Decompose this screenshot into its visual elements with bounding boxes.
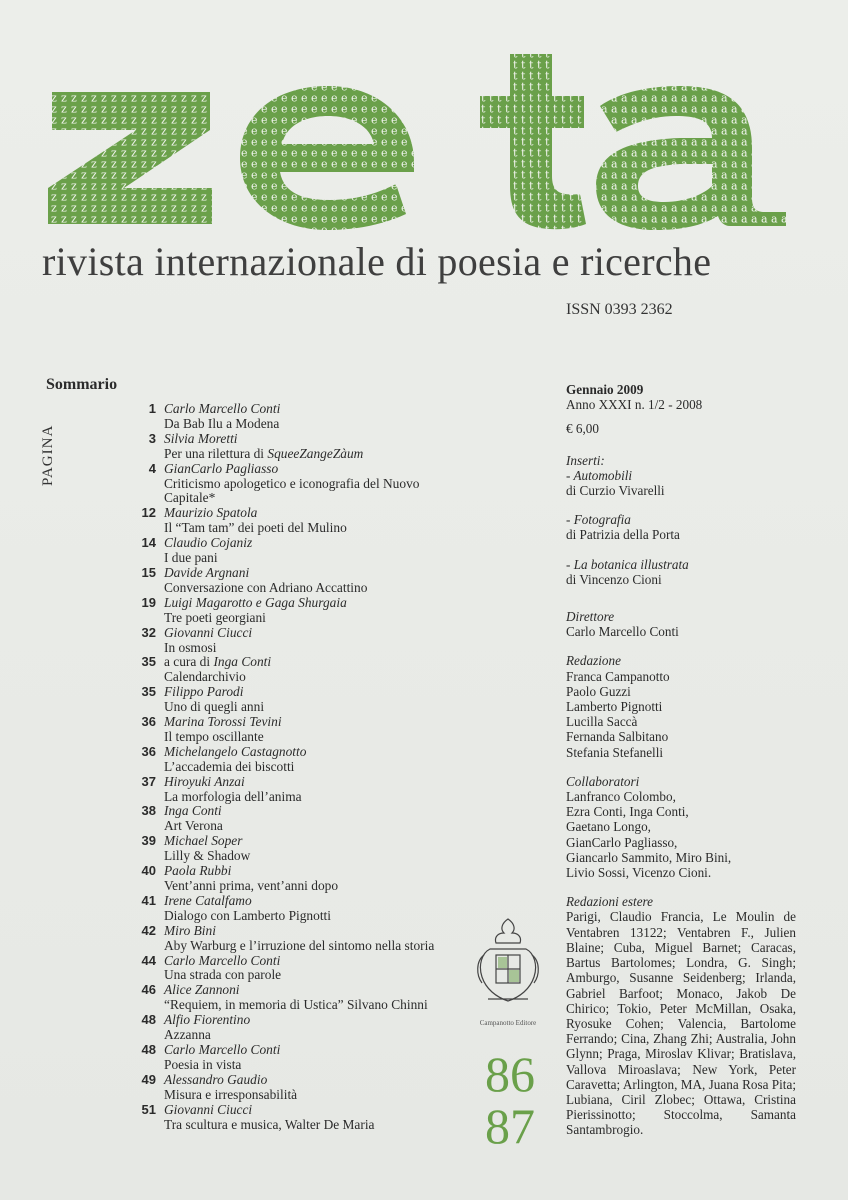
toc-author: Carlo Marcello Conti — [164, 1041, 281, 1057]
issue-number-top: 86 — [485, 1046, 535, 1102]
toc-author: Filippo Parodi — [164, 684, 244, 700]
toc-entry — [100, 715, 460, 745]
toc-author-prefix: a cura di — [164, 654, 214, 670]
redazione-member: Fernanda Salbitano — [566, 729, 669, 745]
toc-author: Alessandro Gaudio — [164, 1071, 268, 1087]
collaboratori-label: Collaboratori — [566, 773, 640, 789]
toc-title: L’accademia dei biscotti — [164, 758, 295, 774]
toc-page-number: 35 — [141, 654, 156, 670]
toc-title: “Requiem, in memoria di Ustica” Silvano Chinni — [164, 997, 428, 1013]
toc-title: In osmosi — [164, 639, 217, 655]
redazione-member: Lucilla Saccà — [566, 714, 638, 730]
toc-author: Carlo Marcello Conti — [164, 952, 281, 968]
insert-name: - Automobili — [566, 467, 633, 483]
toc-title: Poesia in vista — [164, 1056, 242, 1072]
toc-entry — [100, 1073, 460, 1103]
insert-name: - La botanica illustrata — [566, 556, 689, 572]
toc-author: Michelangelo Castagnotto — [164, 743, 307, 759]
toc-title — [100, 447, 460, 462]
logo-letter-z — [48, 92, 212, 224]
toc-author: Paola Rubbi — [164, 863, 232, 879]
toc-entry — [100, 462, 460, 507]
toc-title: Da Bab Ilu a Modena — [164, 415, 280, 431]
toc-title: La morfologia dell’anima — [164, 788, 302, 804]
issue-date: Gennaio 2009 — [566, 382, 644, 397]
toc-entry — [100, 1103, 460, 1133]
toc-entry — [100, 804, 460, 834]
insert-name: - Fotografia — [566, 512, 631, 528]
toc-entry — [100, 1043, 460, 1073]
toc-page-number: 1 — [148, 401, 156, 416]
redazione-member: Franca Campanotto — [566, 668, 670, 684]
toc-page-number: 42 — [141, 922, 156, 938]
toc-page-number: 46 — [141, 982, 156, 998]
toc-title: Conversazione con Adriano Accattino — [164, 579, 368, 595]
toc-author: Michael Soper — [164, 833, 243, 849]
redazione-label: Redazione — [566, 653, 621, 669]
insert-author: di Curzio Vivarelli — [566, 483, 665, 499]
direttore-label: Direttore — [566, 609, 615, 625]
toc-page-number: 19 — [141, 594, 156, 610]
redazione-member: Stefania Stefanelli — [566, 744, 664, 760]
collaboratori-line: Gaetano Longo, — [566, 819, 651, 835]
toc-entry — [100, 566, 460, 596]
toc-title: Dialogo con Lamberto Pignotti — [164, 907, 331, 923]
toc-title: I due pani — [164, 550, 218, 566]
toc-entry — [100, 655, 460, 685]
toc-page-number: 14 — [141, 535, 156, 551]
toc-title: Aby Warburg e l’irruzione del sintomo nella storia — [164, 937, 435, 953]
toc-entry — [100, 1013, 460, 1043]
toc-entry — [100, 745, 460, 775]
issue-number-bottom: 87 — [485, 1098, 535, 1154]
toc-title: Criticismo apologetico e iconografia del Nuovo Capitale* — [164, 475, 420, 506]
toc-author: Alice Zannoni — [164, 982, 240, 998]
toc-author: Irene Catalfamo — [164, 892, 252, 908]
toc-page-number: 36 — [141, 714, 156, 730]
toc-entry — [100, 626, 460, 656]
toc-entry — [100, 894, 460, 924]
issue-volume: Anno XXXI n. 1/2 - 2008 — [566, 397, 703, 413]
toc-entry — [100, 864, 460, 894]
collaboratori-line: Lanfranco Colombo, — [566, 789, 676, 805]
toc-author: Luigi Magarotto e Gaga Shurgaia — [164, 594, 347, 610]
toc-entry — [100, 775, 460, 805]
collaboratori-line: Giancarlo Sammito, Miro Bini, — [566, 849, 732, 865]
direttore-name: Carlo Marcello Conti — [566, 624, 679, 640]
toc-entry — [100, 924, 460, 954]
issue-info-column — [566, 382, 796, 1148]
toc-entry — [100, 402, 460, 432]
toc-title: Azzanna — [164, 1027, 211, 1043]
toc-title: Art Verona — [164, 818, 223, 834]
toc-entry — [100, 536, 460, 566]
toc-entry — [100, 954, 460, 984]
toc-page-number: 44 — [141, 952, 156, 968]
toc-author: Davide Argnani — [164, 564, 250, 580]
redazioni-estere-text: Parigi, Claudio Francia, Le Moulin de Ventabren 13122; Ventabren F., Julien Blaine; Cuba, Miguel Barnet; Caracas, Bartus Bartolomes; Londra, G. Singh; Amburgo, Susanne Seidenberg; Irlanda, Gabriel Barfoot; Monaco, Jakob De Chirico; Tokio, Peter McMillan, Osaka, Ryosuke Cohen; Valencia, Bartolome Ferrando; Cina, Zhang Zhi; Australia, John Glynn; Praga, Miroslav Klivar; Bratislava, Vallova Miroaslava; New York, Peter Caravetta; Arlington, MA, Juana Rosa Pita; Lubiana, Ciril Zlobec; Ottawa, Cristina Pierissinotto; Stoccolma, Samanta Santambrogio. — [566, 909, 796, 1138]
insert-author: di Vincenzo Cioni — [566, 571, 662, 587]
toc-page-number: 3 — [148, 430, 156, 446]
redazioni-estere-label: Redazioni estere — [566, 894, 654, 910]
collaboratori-line: GianCarlo Pagliasso, — [566, 834, 678, 850]
toc-title-emphasis: SqueeZangeZàum — [267, 445, 364, 461]
toc-author-name: Inga Conti — [213, 654, 272, 670]
toc-entry — [100, 506, 460, 536]
toc-author: Hiroyuki Anzai — [164, 773, 245, 789]
toc-title: Vent’anni prima, vent’anni dopo — [164, 878, 339, 893]
toc-author: GianCarlo Pagliasso — [164, 460, 279, 476]
toc-author: Maurizio Spatola — [164, 505, 258, 521]
inserti-label: Inserti: — [566, 452, 605, 468]
pagina-vertical-label: PAGINA — [40, 424, 56, 486]
toc-page-number: 49 — [141, 1071, 156, 1087]
toc-page-number: 48 — [141, 1012, 156, 1028]
toc-page-number: 12 — [141, 505, 156, 521]
toc-title-prefix: Per una rilettura di — [164, 445, 268, 461]
logo-letter-e — [240, 86, 414, 230]
issue-price: € 6,00 — [566, 421, 599, 437]
toc-title: Il tempo oscillante — [164, 728, 264, 744]
toc-author: Miro Bini — [164, 922, 216, 938]
redazione-member: Paolo Guzzi — [566, 683, 631, 699]
zeta-logo — [40, 48, 800, 233]
toc-page-number: 48 — [141, 1041, 156, 1057]
toc-entry — [100, 432, 460, 462]
logo-letter-t — [480, 54, 586, 229]
toc-author: Carlo Marcello Conti — [164, 401, 281, 416]
toc-title: Calendarchivio — [164, 669, 246, 685]
toc-page-number: 4 — [148, 460, 156, 476]
insert-author: di Patrizia della Porta — [566, 527, 680, 543]
toc-author: Giovanni Ciucci — [164, 1101, 253, 1117]
toc-page-number: 35 — [141, 684, 156, 700]
toc-page-number: 37 — [141, 773, 156, 789]
collaboratori-line: Livio Sossi, Vicenzo Cioni. — [566, 865, 712, 881]
logo-letter-a — [596, 86, 786, 230]
toc-page-number: 15 — [141, 564, 156, 580]
issn-number: ISSN 0393 2362 — [566, 301, 673, 318]
toc-entry — [100, 685, 460, 715]
toc-page-number: 36 — [141, 743, 156, 759]
toc-author: Alfio Fiorentino — [164, 1012, 251, 1028]
redazione-member: Lamberto Pignotti — [566, 699, 663, 715]
toc-entry — [100, 596, 460, 626]
toc-page-number: 39 — [141, 833, 156, 849]
table-of-contents — [100, 402, 460, 1132]
toc-title: Uno di quegli anni — [164, 699, 265, 715]
toc-author: Giovanni Ciucci — [164, 624, 253, 640]
toc-title: Tre poeti georgiani — [164, 609, 266, 625]
toc-title: Misura e irresponsabilità — [164, 1086, 298, 1102]
toc-title: Il “Tam tam” dei poeti del Mulino — [164, 520, 347, 536]
toc-page-number: 32 — [141, 624, 156, 640]
toc-entry — [100, 983, 460, 1013]
toc-author: Claudio Cojaniz — [164, 535, 253, 551]
toc-title: Una strada con parole — [164, 967, 282, 983]
toc-page-number: 41 — [141, 892, 156, 908]
publisher-name: Campanotto Editore — [479, 1019, 537, 1027]
toc-author: Silvia Moretti — [164, 430, 238, 446]
collaboratori-line: Ezra Conti, Inga Conti, — [566, 804, 689, 820]
toc-title: Tra scultura e musica, Walter De Maria — [164, 1116, 375, 1132]
toc-page-number: 51 — [141, 1101, 156, 1117]
magazine-subtitle: rivista internazionale di poesia e ricerche — [42, 239, 712, 284]
toc-entry — [100, 834, 460, 864]
toc-author: Inga Conti — [164, 803, 222, 819]
toc-page-number: 40 — [141, 863, 156, 879]
publisher-crest-icon — [472, 915, 544, 1007]
toc-title: Lilly & Shadow — [164, 848, 251, 864]
toc-author: Marina Torossi Tevini — [164, 714, 282, 730]
toc-page-number: 38 — [141, 803, 156, 819]
sommario-heading: Sommario — [46, 376, 118, 393]
